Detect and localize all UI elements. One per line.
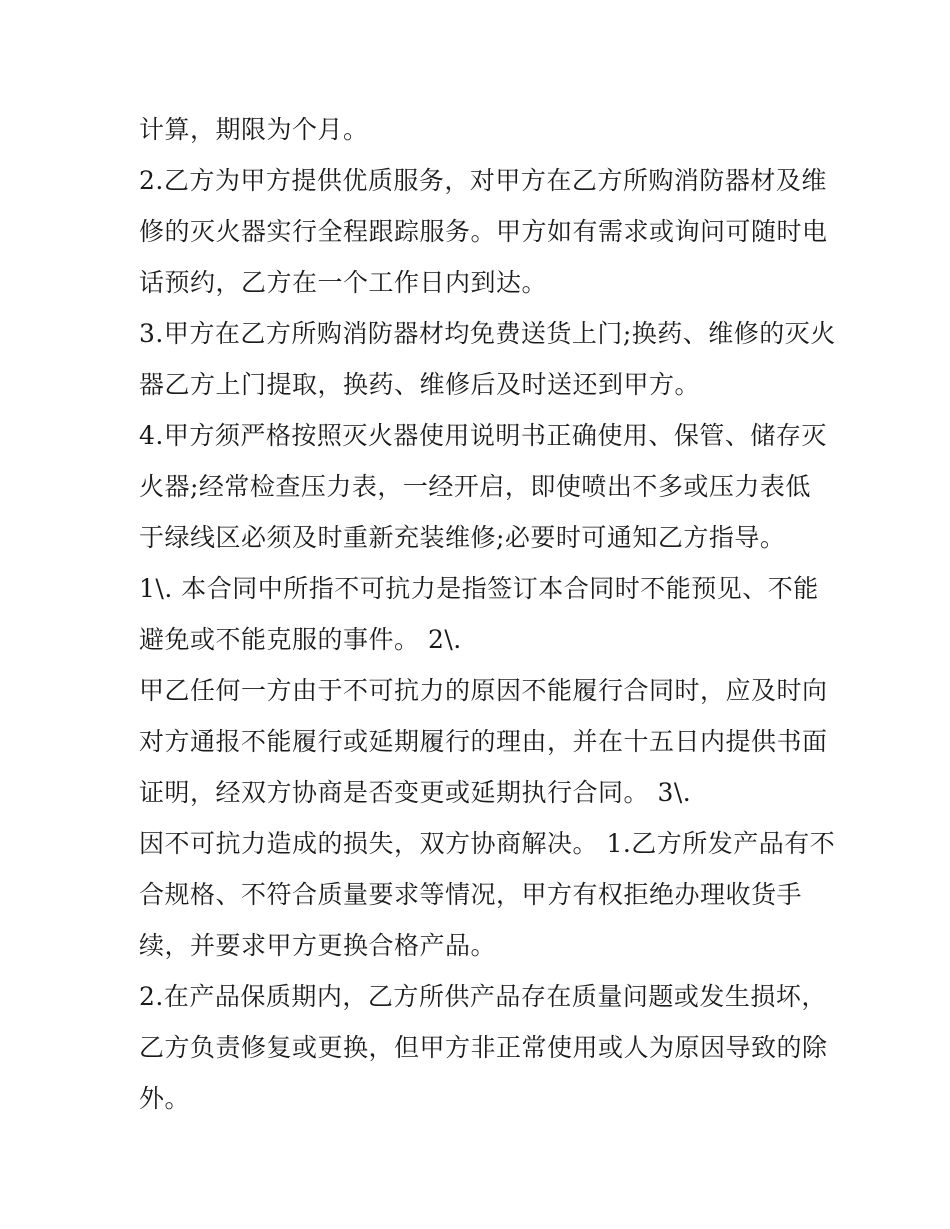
text-line-13: 对方通报不能履行或延期履行的理由，并在十五日内提供书面 [139,727,828,756]
text-line-12: 甲乙任何一方由于不可抗力的原因不能履行合同时，应及时向 [139,676,828,705]
text-line-7: 4.甲方须严格按照灭火器使用说明书正确使用、保管、储存灭 [139,421,827,450]
text-line-9: 于绿线区必须及时重新充装维修;必要时可通知乙方指导。 [139,523,786,552]
text-line-15: 因不可抗力造成的损失，双方协商解决。 1.乙方所发产品有不 [139,829,836,858]
text-line-19: 乙方负责修复或更换，但甲方非正常使用或人为原因导致的除 [139,1033,828,1062]
text-line-11: 避免或不能克服的事件。 2\. [139,625,462,654]
text-line-2: 2.乙方为甲方提供优质服务，对甲方在乙方所购消防器材及维 [139,166,827,195]
text-line-18: 2.在产品保质期内，乙方所供产品存在质量问题或发生损坏， [139,982,827,1011]
text-line-14: 证明，经双方协商是否变更或延期执行合同。 3\. [139,778,692,807]
text-line-4: 话预约，乙方在一个工作日内到达。 [139,268,548,297]
text-line-17: 续，并要求甲方更换合格产品。 [139,931,497,960]
text-line-5: 3.甲方在乙方所购消防器材均免费送货上门;换药、维修的灭火 [139,319,836,348]
text-line-16: 合规格、不符合质量要求等情况，甲方有权拒绝办理收货手 [139,880,803,909]
text-line-1: 计算，期限为个月。 [139,115,369,144]
text-line-3: 修的灭火器实行全程跟踪服务。甲方如有需求或询问可随时电 [139,217,828,246]
text-line-6: 器乙方上门提取，换药、维修后及时送还到甲方。 [139,370,701,399]
text-line-20: 外。 [139,1084,191,1113]
text-line-8: 火器;经常检查压力表，一经开启，即使喷出不多或压力表低 [139,472,811,501]
text-line-10: 1\. 本合同中所指不可抗力是指签订本合同时不能预见、不能 [139,574,819,603]
document-body [139,104,836,1124]
